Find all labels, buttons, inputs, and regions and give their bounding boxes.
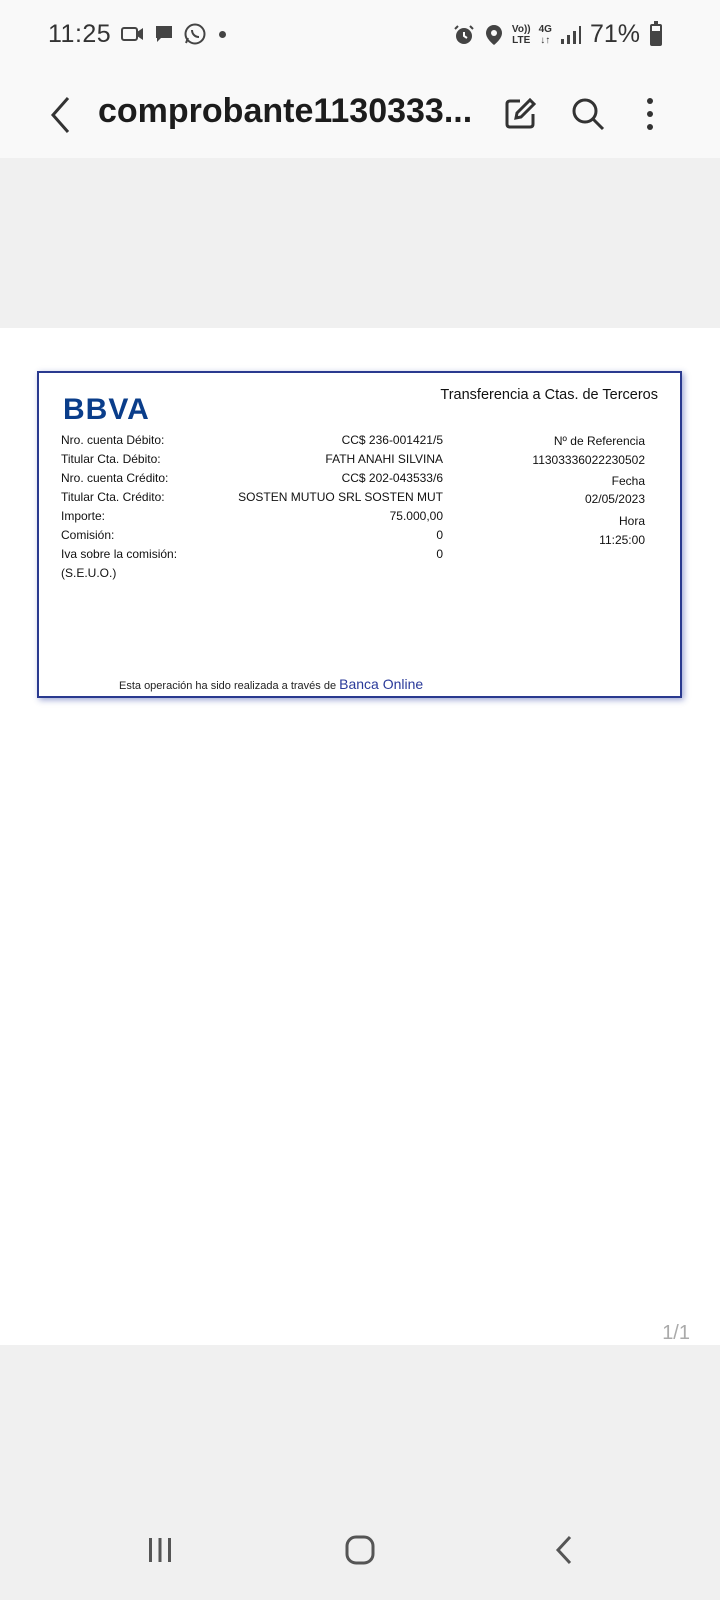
field-label: (S.E.U.O.) xyxy=(61,566,117,580)
field-label: Iva sobre la comisión: xyxy=(61,547,178,561)
reference-label: Nº de Referencia xyxy=(553,434,645,448)
field-value: SOSTEN MUTUO SRL SOSTEN MUT xyxy=(238,490,443,504)
footer-text: Esta operación ha sido realizada a través de xyxy=(119,680,337,692)
field-value: 75.000,00 xyxy=(389,509,443,523)
back-button[interactable] xyxy=(40,90,80,140)
receipt-title: Transferencia a Ctas. de Terceros xyxy=(440,387,658,403)
navigation-bar xyxy=(0,1510,720,1600)
nav-back-icon xyxy=(554,1535,574,1565)
recents-icon xyxy=(146,1536,174,1564)
field-value: FATH ANAHI SILVINA xyxy=(325,452,443,466)
search-button[interactable] xyxy=(566,92,610,136)
notification-icons xyxy=(121,22,226,46)
app-bar xyxy=(0,72,720,159)
footer-note xyxy=(119,676,423,692)
field-label: Titular Cta. Débito: xyxy=(61,452,161,466)
status-time: 11:25 xyxy=(48,20,112,48)
status-right xyxy=(452,20,662,49)
battery-percent: 71% xyxy=(589,20,640,48)
home-icon xyxy=(344,1534,376,1566)
field-value: 0 xyxy=(436,547,443,561)
field-label: Comisión: xyxy=(61,528,115,542)
bbva-logo: BBVA xyxy=(63,393,150,426)
field-label: Importe: xyxy=(61,509,106,523)
field-label: Nro. cuenta Crédito: xyxy=(61,471,169,485)
video-call-icon xyxy=(121,25,145,43)
field-value: 0 xyxy=(436,528,443,542)
more-notifications-dot xyxy=(219,31,226,38)
more-vert-icon xyxy=(645,97,655,131)
field-value: CC$ 236-001421/5 xyxy=(341,433,443,447)
date-label: Fecha xyxy=(611,474,645,488)
whatsapp-icon xyxy=(183,22,207,46)
file-title: comprobante1130333... xyxy=(98,92,473,130)
message-icon xyxy=(153,23,175,45)
back-arrow-icon xyxy=(48,95,72,135)
nav-back-button[interactable] xyxy=(534,1520,594,1580)
recents-button[interactable] xyxy=(130,1520,190,1580)
search-icon xyxy=(570,96,606,132)
viewer-background-top xyxy=(0,158,720,328)
page-indicator: 1/1 xyxy=(662,1322,690,1344)
edit-icon xyxy=(502,96,538,132)
battery-icon xyxy=(650,24,662,46)
signal-icon xyxy=(560,25,582,45)
footer-brand: Banca Online xyxy=(339,676,424,692)
field-label: Titular Cta. Crédito: xyxy=(61,490,165,504)
data-indicator: 4G ↓↑ xyxy=(538,23,552,46)
date-value: 02/05/2023 xyxy=(584,492,645,506)
volte-indicator: Vo)) LTE xyxy=(511,23,531,46)
edit-button[interactable] xyxy=(498,92,542,136)
time-value: 11:25:00 xyxy=(599,533,645,547)
more-options-button[interactable] xyxy=(628,92,672,136)
alarm-icon xyxy=(452,23,476,47)
home-button[interactable] xyxy=(330,1520,390,1580)
time-label: Hora xyxy=(618,514,645,528)
status-bar xyxy=(0,0,720,72)
field-label: Nro. cuenta Débito: xyxy=(61,433,165,447)
field-value: CC$ 202-043533/6 xyxy=(341,471,443,485)
reference-value: 11303336022230502 xyxy=(532,453,645,467)
transfer-receipt xyxy=(37,371,682,698)
location-icon xyxy=(484,23,504,47)
